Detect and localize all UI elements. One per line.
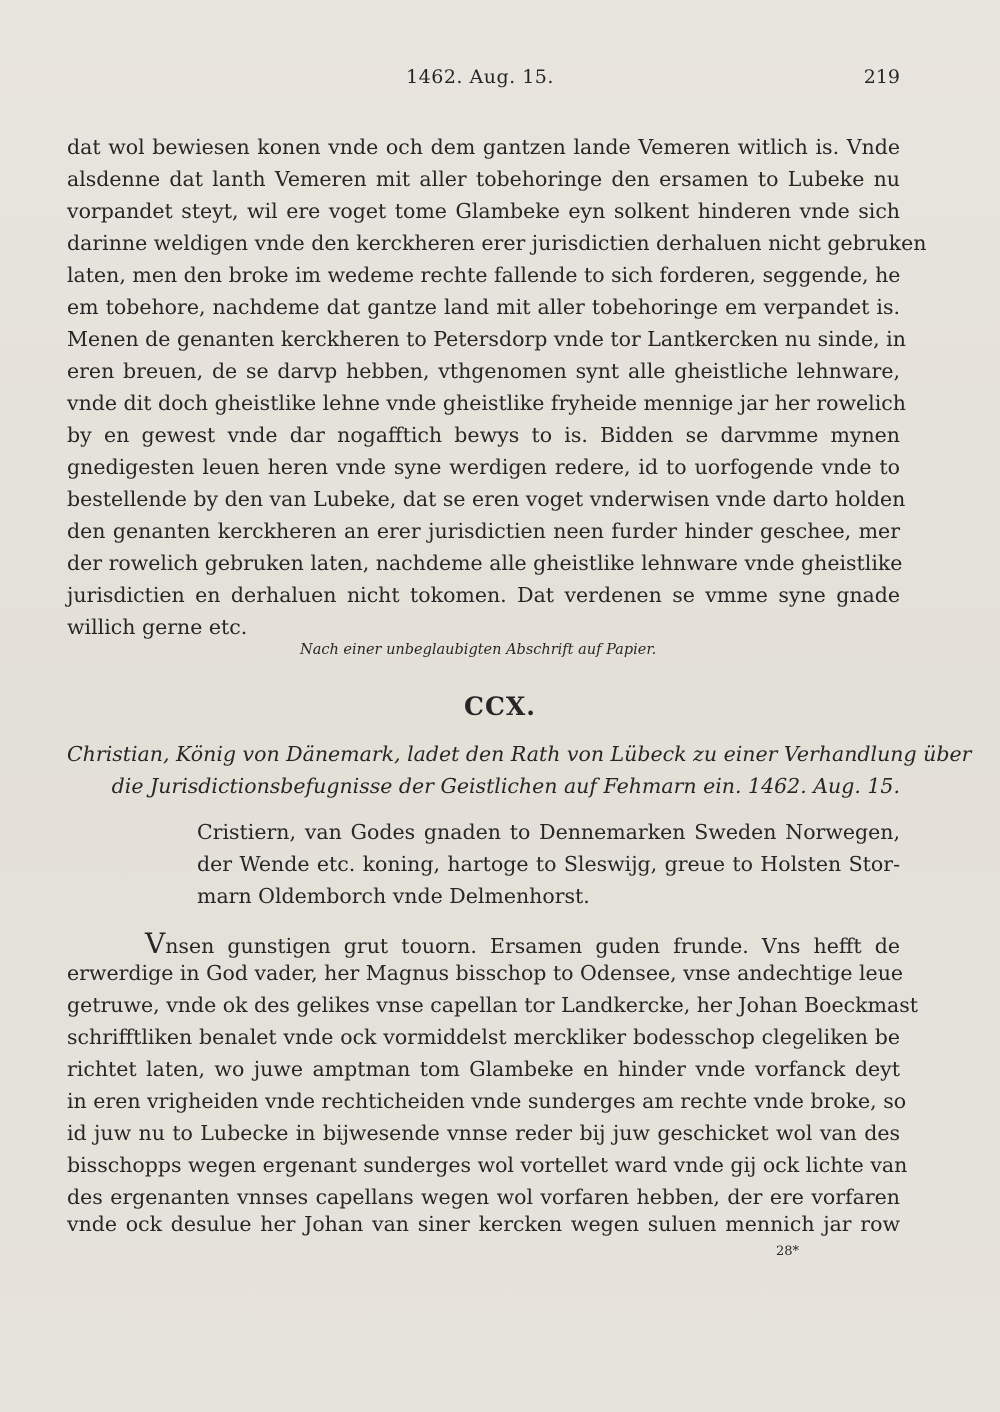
- signature-mark: 28*: [776, 1244, 800, 1259]
- letter-first-line: [145, 927, 900, 960]
- text-line: jurisdictien en derhaluen nicht tokomen. Dat verdenen se vmme syne gnade: [67, 583, 900, 607]
- text-line: eren breuen, de se darvp hebben, vthgenomen synt alle gheistliche lehnware,: [67, 359, 900, 383]
- text-line: bestellende by den van Lubeke, dat se eren voget vnderwisen vnde darto holden: [67, 487, 906, 511]
- text-line: Menen de genanten kerckheren to Petersdorp vnde tor Lantkercken nu sinde, in: [67, 327, 906, 351]
- text-line: der rowelich gebruken laten, nachdeme alle gheistlike lehnware vnde gheistlike: [67, 551, 903, 575]
- text-line: getruwe, vnde ok des gelikes vnse capellan tor Landkercke, her Johan Boeckmast: [67, 993, 918, 1017]
- text-line: darinne weldigen vnde den kerckheren erer jurisdictien derhaluen nicht gebruken: [67, 231, 927, 255]
- text-line: dat wol bewiesen konen vnde och dem gantzen lande Vemeren witlich is. Vnde: [67, 135, 900, 159]
- text-line: vnde dit doch gheistlike lehne vnde gheistlike fryheide mennige jar her rowelich: [67, 391, 906, 415]
- text-line: gnedigesten leuen heren vnde syne werdigen redere, id to uorfogende vnde to: [67, 455, 900, 479]
- text-line: laten, men den broke im wedeme rechte fallende to sich forderen, seggende, he: [67, 263, 901, 287]
- running-header-date: 1462. Aug. 15.: [406, 66, 554, 88]
- text-line: nsen gunstigen grut touorn. Ersamen guden frunde. Vns hefft de: [165, 934, 900, 958]
- text-line: schrifftliken benalet vnde ock vormiddelst merckliker bodesschop clegeliken be: [67, 1025, 900, 1049]
- text-line: by en gewest vnde dar nogafftich bewys to is. Bidden se darvmme mynen: [67, 423, 900, 447]
- text-line: erwerdige in God vader, her Magnus bisschop to Odensee, vnse andechtige leue: [67, 961, 904, 985]
- initial-letter: V: [145, 927, 166, 960]
- document-title-line: Christian, König von Dänemark, ladet den Rath von Lübeck zu einer Verhandlung über: [67, 742, 972, 766]
- document-number-heading: CCX.: [464, 692, 536, 721]
- text-line: id juw nu to Lubecke in bijwesende vnnse reder bij juw geschicket wol van des: [67, 1121, 900, 1145]
- text-line: vorpandet steyt, wil ere voget tome Glambeke eyn solkent hinderen vnde sich: [67, 199, 900, 223]
- text-line: willich gerne etc.: [67, 615, 248, 639]
- source-note: Nach einer unbeglaubigten Abschrift auf Papier.: [300, 642, 657, 658]
- text-line: em tobehore, nachdeme dat gantze land mit aller tobehoringe em verpandet is.: [67, 295, 900, 319]
- document-title-line: die Jurisdictionsbefugnisse der Geistlichen auf Fehmarn ein. 1462. Aug. 15.: [111, 774, 900, 798]
- text-line: in eren vrigheiden vnde rechticheiden vnde sunderges am rechte vnde broke, so: [67, 1089, 907, 1113]
- address-line: marn Oldemborch vnde Delmenhorst.: [197, 884, 590, 908]
- text-line: bisschopps wegen ergenant sunderges wol vortellet ward vnde gij ock lichte van: [67, 1153, 908, 1177]
- text-line: richtet laten, wo juwe amptman tom Glambeke en hinder vnde vorfanck deyt: [67, 1057, 900, 1081]
- address-line: Cristiern, van Godes gnaden to Dennemarken Sweden Norwegen,: [197, 820, 900, 844]
- text-line: den genanten kerckheren an erer jurisdictien neen furder hinder geschee, mer: [67, 519, 900, 543]
- text-line: alsdenne dat lanth Vemeren mit aller tobehoringe den ersamen to Lubeke nu: [67, 167, 900, 191]
- page-number: 219: [863, 66, 900, 88]
- text-line: vnde ock desulue her Johan van siner kercken wegen suluen mennich jar row: [67, 1212, 900, 1236]
- text-line: des ergenanten vnnses capellans wegen wol vorfaren hebben, der ere vorfaren: [67, 1185, 900, 1209]
- address-line: der Wende etc. koning, hartoge to Sleswijg, greue to Holsten Stor-: [197, 852, 900, 876]
